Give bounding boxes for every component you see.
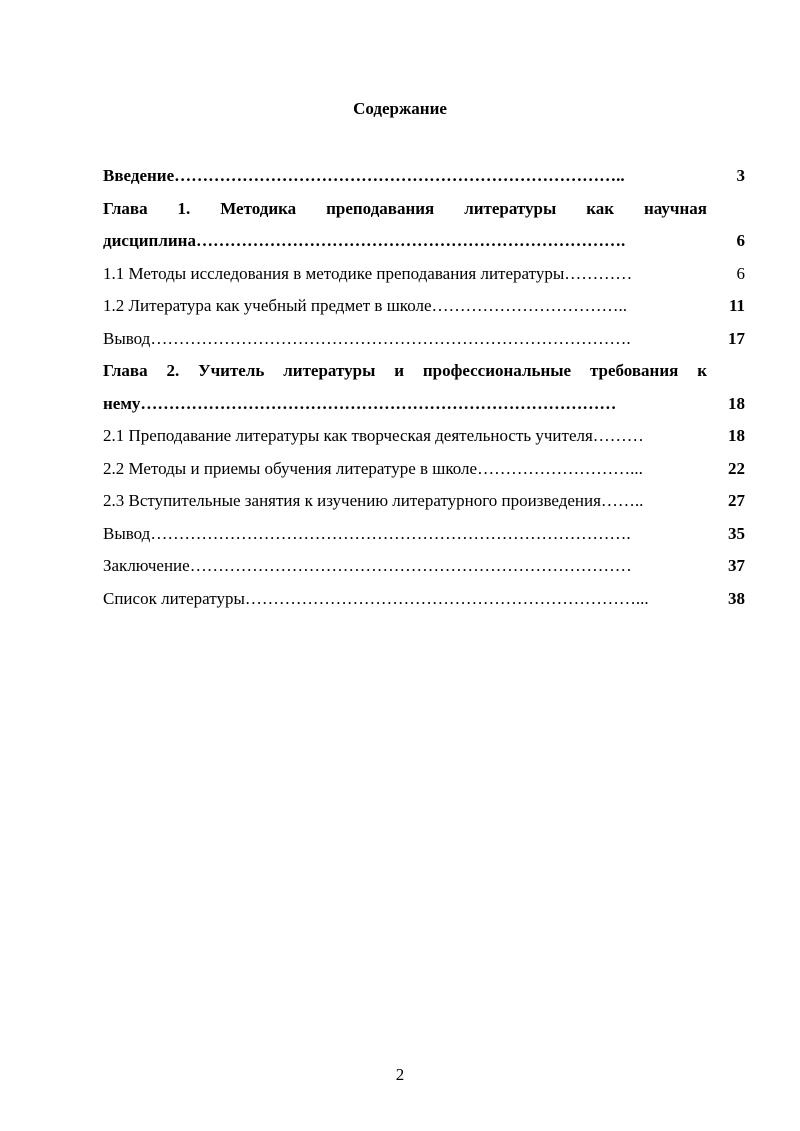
table-of-contents xyxy=(103,162,745,617)
toc-page-number: 6 xyxy=(736,231,745,250)
toc-entry-chapter-2-title xyxy=(103,357,745,390)
toc-page-number: 35 xyxy=(728,523,745,543)
toc-entry-conclusion-1 xyxy=(103,325,745,358)
toc-entry-text: Заключение…………………………………………………………………… xyxy=(103,556,632,575)
toc-entry-conclusion-2 xyxy=(103,520,745,553)
toc-entry-text: Введение…………………………………………………………………….. xyxy=(103,166,625,185)
toc-entry-final-conclusion xyxy=(103,552,745,585)
toc-page-number: 17 xyxy=(728,328,745,348)
toc-entry-1-1 xyxy=(103,260,745,293)
toc-entry-text: Список литературы……………………………………………………………... xyxy=(103,588,649,608)
toc-page-number: 18 xyxy=(728,426,745,445)
toc-page-number: 22 xyxy=(728,458,745,478)
toc-entry-text: 2.2 Методы и приемы обучения литературе в школе………………………... xyxy=(103,458,643,478)
toc-entry-text: 1.1 Методы исследования в методике преподавания литературы………… xyxy=(103,263,633,283)
toc-entry-chapter-1-continued xyxy=(103,227,745,260)
toc-entry-chapter-2-continued xyxy=(103,390,745,423)
toc-page-number: 6 xyxy=(736,263,745,283)
toc-entry-text: Вывод…………………………………………………………………………. xyxy=(103,523,631,543)
toc-entry-text: нему………………………………………………………………………… xyxy=(103,393,617,413)
toc-entry-text: 2.3 Вступительные занятия к изучению литературного произведения…….. xyxy=(103,491,644,510)
toc-entry-text: Глава 1. Методика преподавания литературы как научная xyxy=(103,198,707,218)
toc-entry-text: Вывод…………………………………………………………………………. xyxy=(103,328,631,348)
toc-entry-text: дисциплина…………………………………………………………………. xyxy=(103,231,626,250)
toc-entry-text: 2.1 Преподавание литературы как творческая деятельность учителя……… xyxy=(103,426,644,445)
toc-page-number: 3 xyxy=(736,166,745,185)
toc-page-number: 27 xyxy=(728,491,745,510)
toc-entry-1-2 xyxy=(103,292,745,325)
toc-entry-2-3 xyxy=(103,487,745,520)
toc-page-number: 18 xyxy=(728,393,745,413)
toc-entry-references xyxy=(103,585,745,618)
page-title: Содержание xyxy=(353,99,447,118)
toc-entry-2-2 xyxy=(103,455,745,488)
toc-entry-text: Глава 2. Учитель литературы и профессиональные требования к xyxy=(103,361,707,380)
toc-entry-text: 1.2 Литература как учебный предмет в школе…………………………….. xyxy=(103,296,627,315)
page-number: 2 xyxy=(395,1065,405,1084)
toc-page-number: 38 xyxy=(728,588,745,608)
toc-entry-chapter-1-title xyxy=(103,195,745,228)
toc-page-number: 37 xyxy=(728,556,745,575)
toc-page-number: 11 xyxy=(728,296,745,315)
toc-entry-2-1 xyxy=(103,422,745,455)
toc-entry-introduction xyxy=(103,162,745,195)
